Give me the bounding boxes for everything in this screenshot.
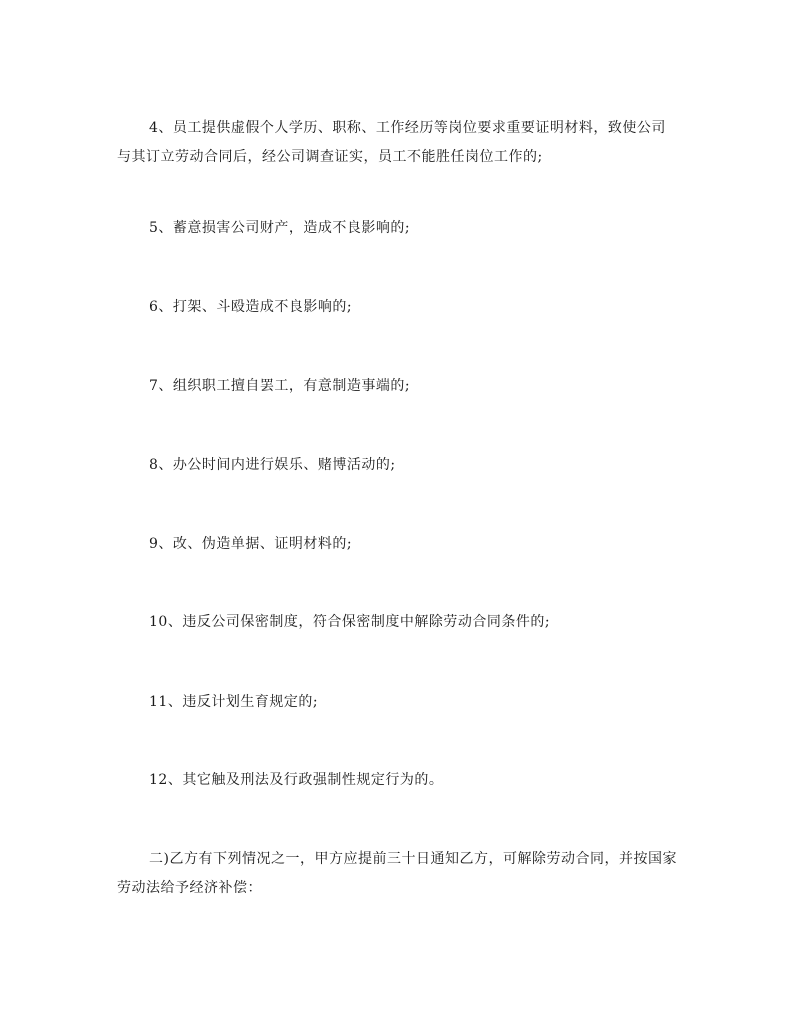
clause-11: 11、违反计划生育规定的; [149,694,319,710]
clause-9: 9、改、伪造单据、证明材料的; [149,536,353,552]
section-2-heading: 二)乙方有下列情况之一，甲方应提前三十日通知乙方，可解除劳动合同，并按国家劳动法给予经济补偿： [117,851,677,896]
clause-4: 4、员工提供虚假个人学历、职称、工作经历等岗位要求重要证明材料，致使公司与其订立劳动合同后，经公司调查证实，员工不能胜任岗位工作的; [117,120,666,165]
clause-7: 7、组织职工擅自罢工，有意制造事端的; [149,378,411,394]
clause-10: 10、违反公司保密制度，符合保密制度中解除劳动合同条件的; [149,614,551,630]
clause-6: 6、打架、斗殴造成不良影响的; [149,299,353,315]
clause-8: 8、办公时间内进行娱乐、赌博活动的; [149,457,396,473]
clause-12: 12、其它触及刑法及行政强制性规定行为的。 [149,772,444,788]
clause-5: 5、蓄意损害公司财产，造成不良影响的; [149,220,411,236]
